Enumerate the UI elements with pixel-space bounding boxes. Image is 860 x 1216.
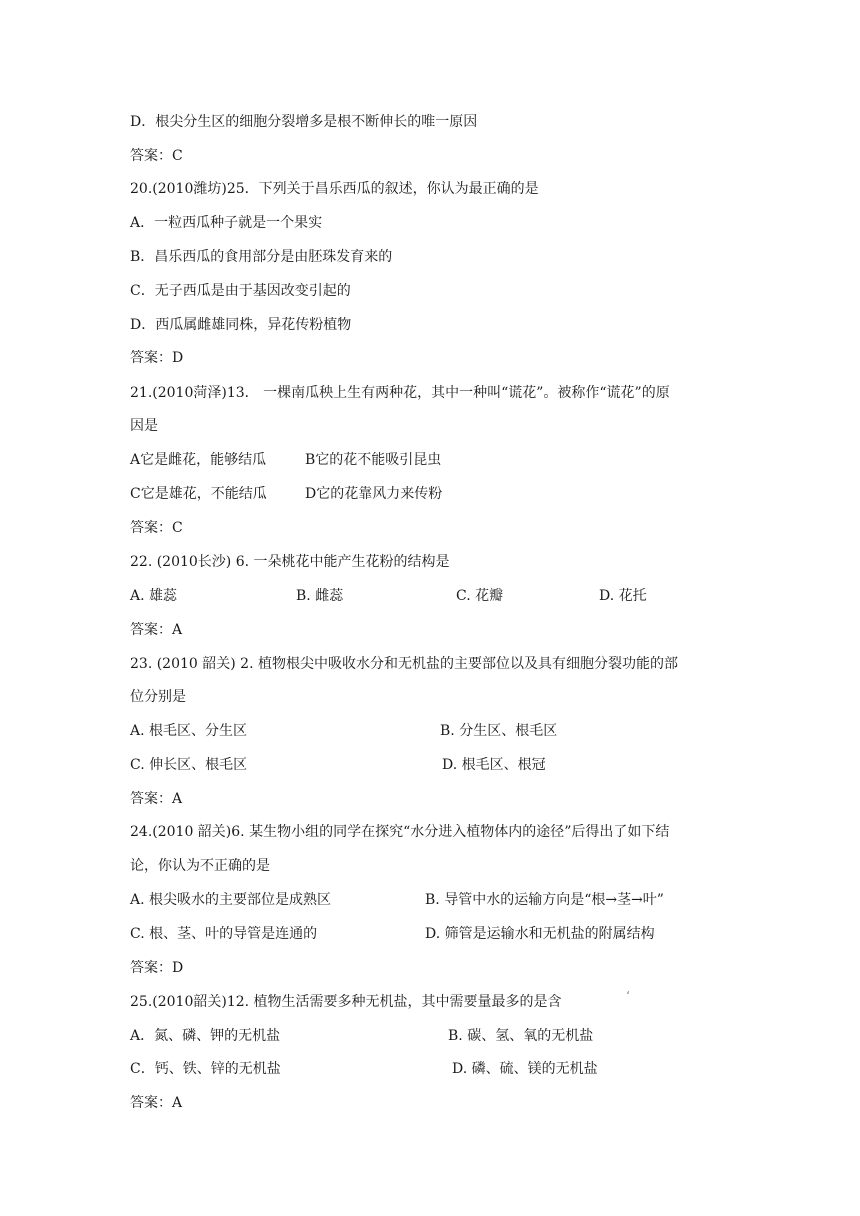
- q25-option-d: D. 磷、硫、镁的无机盐: [452, 1061, 598, 1077]
- q23-option-d: D. 根毛区、根冠: [442, 757, 546, 773]
- q25-option-c: C．钙、铁、锌的无机盐: [130, 1061, 281, 1077]
- q24-option-d: D. 筛管是运输水和无机盐的附属结构: [425, 926, 655, 942]
- q21-stem-line1: 21.(2010菏泽)13． 一棵南瓜秧上生有两种花，其中一种叫“谎花”。被称作“谎花”的原: [130, 385, 670, 401]
- q19-answer: 答案：C: [130, 148, 183, 164]
- q23-answer: 答案：A: [130, 791, 183, 807]
- q23-option-a: A. 根毛区、分生区: [130, 723, 248, 739]
- q25-answer: 答案：A: [130, 1095, 183, 1111]
- q23-stem-line2: 位分别是: [130, 689, 186, 705]
- q20-answer: 答案：D: [130, 350, 184, 366]
- q23-stem-line1: 23. (2010 韶关) 2. 植物根尖中吸收水分和无机盐的主要部位以及具有细胞分裂功能的部: [130, 656, 678, 672]
- q22-answer: 答案：A: [130, 622, 183, 638]
- q24-stem-line2: 论，你认为不正确的是: [130, 858, 270, 874]
- q22-option-b: B. 雌蕊: [296, 588, 344, 604]
- q21-stem-line2: 因是: [130, 418, 158, 434]
- q25-option-b: B. 碳、氢、氧的无机盐: [448, 1028, 594, 1044]
- q22-option-d: D. 花托: [599, 588, 647, 604]
- q22-option-a: A. 雄蕊: [130, 588, 178, 604]
- q20-option-b: B．昌乐西瓜的食用部分是由胚珠发育来的: [130, 249, 393, 265]
- q19-option-d: D．根尖分生区的细胞分裂增多是根不断伸长的唯一原因: [130, 114, 478, 130]
- q24-option-b: B. 导管中水的运输方向是“根→茎→叶”: [425, 892, 664, 908]
- q21-answer: 答案：C: [130, 520, 183, 536]
- q23-option-b: B. 分生区、根毛区: [440, 723, 558, 739]
- q23-option-c: C. 伸长区、根毛区: [130, 757, 248, 773]
- q21-option-b: B它的花不能吸引昆虫: [305, 452, 442, 468]
- q20-option-c: C．无子西瓜是由于基因改变引起的: [130, 283, 351, 299]
- q24-option-c: C. 根、茎、叶的导管是连通的: [130, 926, 318, 942]
- stray-mark: ‘: [626, 989, 630, 1003]
- q24-stem-line1: 24.(2010 韶关)6. 某生物小组的同学在探究“水分进入植物体内的途径”后得出了如下结: [130, 824, 670, 840]
- q20-stem: 20.(2010潍坊)25．下列关于昌乐西瓜的叙述，你认为最正确的是: [130, 181, 539, 197]
- q25-stem: 25.(2010韶关)12. 植物生活需要多种无机盐，其中需要量最多的是含: [130, 994, 562, 1010]
- q21-option-a: A它是雌花，能够结瓜: [130, 452, 267, 468]
- q22-stem: 22. (2010长沙) 6. 一朵桃花中能产生花粉的结构是: [130, 554, 450, 570]
- q21-option-c: C它是雄花，不能结瓜: [130, 486, 267, 502]
- q20-option-d: D．西瓜属雌雄同株，异花传粉植物: [130, 317, 352, 333]
- q22-option-c: C. 花瓣: [456, 588, 504, 604]
- q21-option-d: D它的花靠风力来传粉: [305, 486, 443, 502]
- q25-option-a: A．氮、磷、钾的无机盐: [130, 1028, 281, 1044]
- q24-option-a: A. 根尖吸水的主要部位是成熟区: [130, 892, 332, 908]
- q20-option-a: A．一粒西瓜种子就是一个果实: [130, 215, 323, 231]
- q24-answer: 答案：D: [130, 960, 184, 976]
